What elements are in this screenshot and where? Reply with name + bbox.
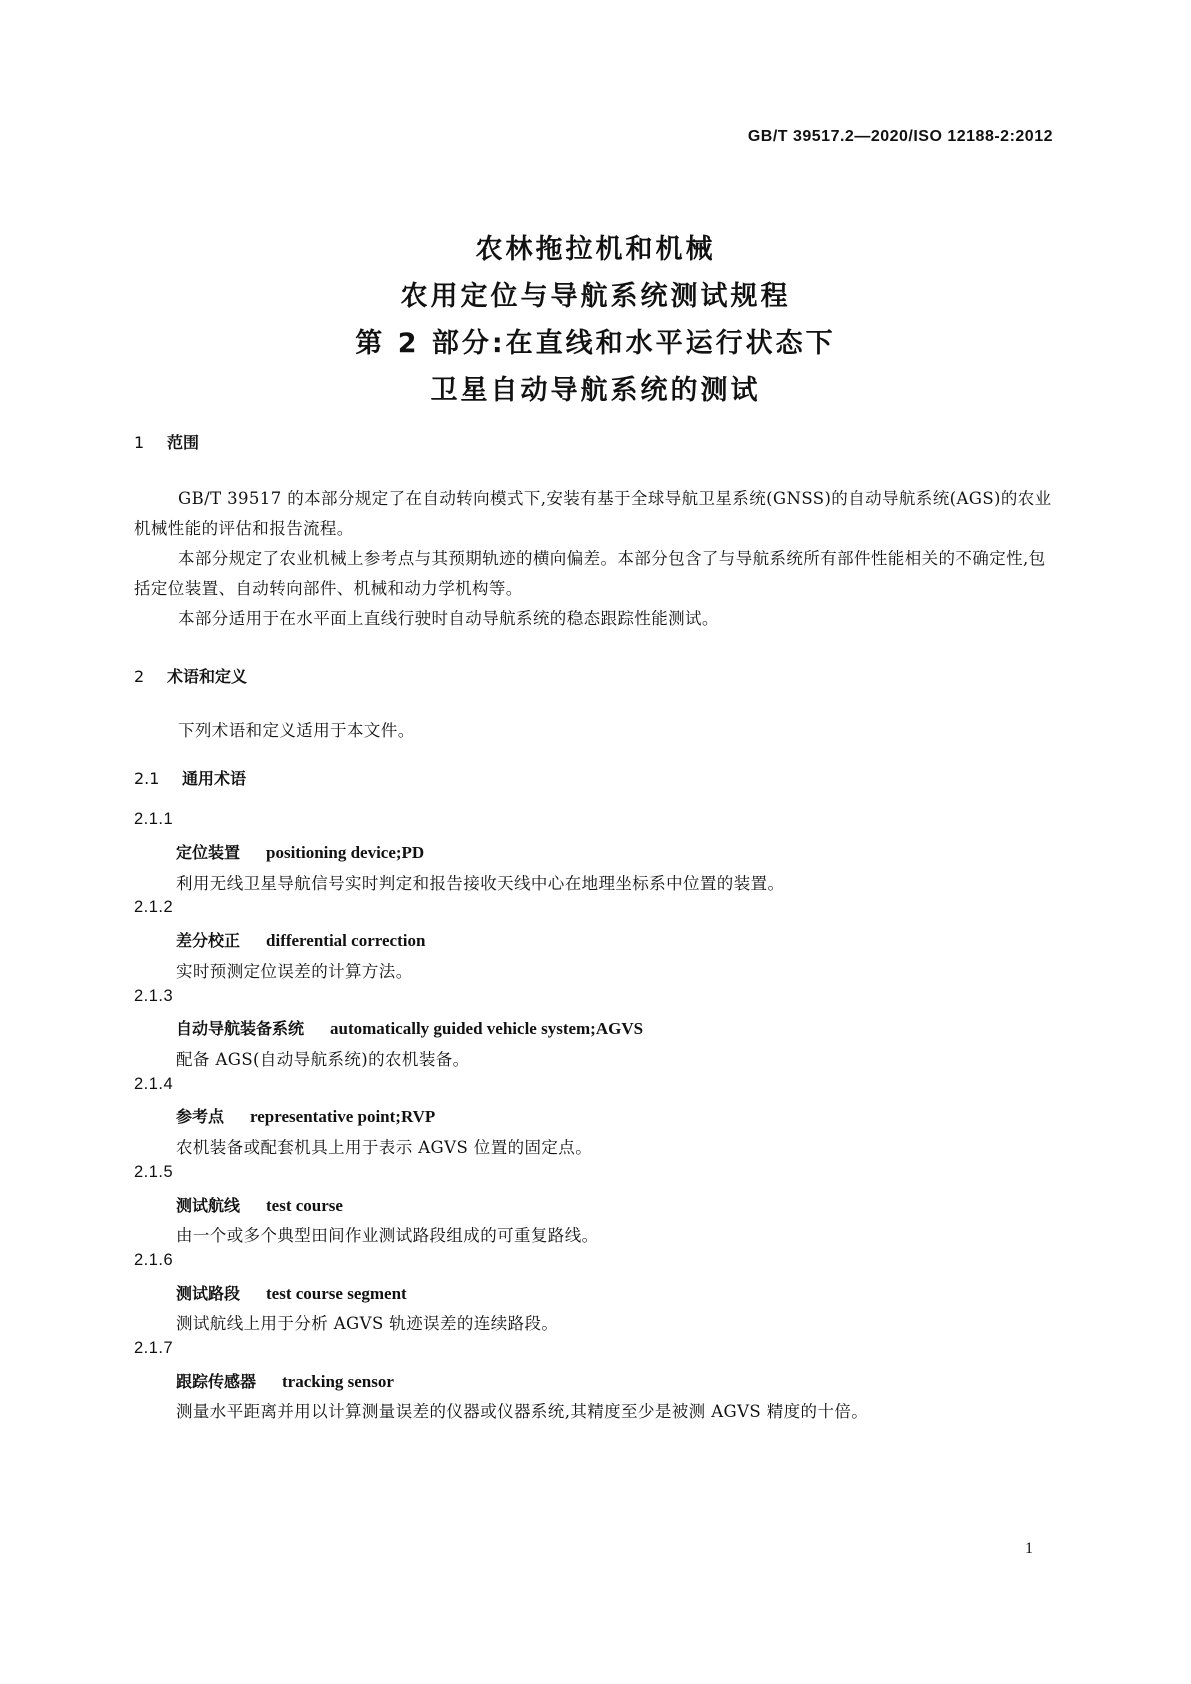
term-zh: 参考点	[176, 1107, 225, 1126]
scope-paragraph: GB/T 39517 的本部分规定了在自动转向模式下,安装有基于全球导航卫星系统(GNSS)的自动导航系统(AGS)的农业机械性能的评估和报告流程。	[134, 489, 1052, 538]
subsection-title: 通用术语	[182, 769, 247, 788]
title-line: 农用定位与导航系统测试规程	[400, 281, 791, 312]
section-number: 1	[134, 433, 145, 452]
scope-paragraph: 本部分规定了农业机械上参考点与其预期轨迹的横向偏差。本部分包含了与导航系统所有部件性能相关的不确定性,包括定位装置、自动转向部件、机械和动力学机构等。	[134, 549, 1046, 598]
term-definition: 测量水平距离并用以计算测量误差的仪器或仪器系统,其精度至少是被测 AGVS 精度的十倍。	[176, 1402, 869, 1421]
term-name	[176, 1104, 435, 1127]
section-title: 术语和定义	[167, 667, 248, 686]
term-en: test course	[266, 1196, 343, 1215]
title-line: 第 2 部分:在直线和水平运行状态下	[355, 328, 836, 359]
term-number: 2.1.4	[134, 1075, 174, 1093]
term-name	[176, 840, 424, 863]
term-name	[176, 1281, 407, 1304]
term-definition: 实时预测定位误差的计算方法。	[176, 962, 413, 981]
title-line: 农林拖拉机和机械	[475, 234, 716, 265]
section-number: 2	[134, 667, 145, 686]
term-en: representative point;RVP	[250, 1107, 436, 1126]
term-name	[176, 1193, 343, 1216]
term-number: 2.1.1	[134, 810, 174, 828]
term-number: 2.1.6	[134, 1251, 174, 1269]
term-zh: 自动导航装备系统	[176, 1019, 305, 1038]
document-title	[0, 226, 1191, 414]
term-zh: 跟踪传感器	[176, 1372, 257, 1391]
term-number: 2.1.2	[134, 898, 174, 916]
term-number: 2.1.5	[134, 1163, 174, 1181]
subsection-heading	[134, 766, 246, 789]
term-en: test course segment	[266, 1284, 407, 1303]
section-title: 范围	[167, 433, 200, 452]
term-zh: 定位装置	[176, 843, 241, 862]
term-zh: 测试路段	[176, 1284, 241, 1303]
term-en: automatically guided vehicle system;AGVS	[330, 1019, 644, 1038]
term-en: positioning device;PD	[266, 843, 425, 862]
term-zh: 测试航线	[176, 1196, 241, 1215]
scope-paragraph: 本部分适用于在水平面上直线行驶时自动导航系统的稳态跟踪性能测试。	[178, 609, 719, 628]
term-number: 2.1.3	[134, 987, 174, 1005]
section-1-heading	[134, 430, 199, 453]
term-name	[176, 1369, 394, 1392]
subsection-number: 2.1	[134, 769, 160, 788]
term-definition: 农机装备或配套机具上用于表示 AGVS 位置的固定点。	[176, 1138, 593, 1157]
term-definition: 由一个或多个典型田间作业测试路段组成的可重复路线。	[176, 1226, 599, 1245]
term-definition: 测试航线上用于分析 AGVS 轨迹误差的连续路段。	[176, 1314, 559, 1333]
term-en: differential correction	[266, 931, 426, 950]
term-definition: 利用无线卫星导航信号实时判定和报告接收天线中心在地理坐标系中位置的装置。	[176, 874, 785, 893]
term-definition: 配备 AGS(自动导航系统)的农机装备。	[176, 1050, 470, 1069]
term-zh: 差分校正	[176, 931, 241, 950]
page-number: 1	[1025, 1540, 1033, 1557]
title-line: 卫星自动导航系统的测试	[430, 375, 761, 406]
term-name	[176, 1016, 643, 1039]
terms-intro: 下列术语和定义适用于本文件。	[178, 721, 415, 740]
term-name	[176, 928, 425, 951]
term-en: tracking sensor	[282, 1372, 394, 1391]
term-number: 2.1.7	[134, 1339, 174, 1357]
section-2-heading	[134, 664, 247, 687]
standard-code: GB/T 39517.2—2020/ISO 12188-2:2012	[747, 128, 1053, 145]
